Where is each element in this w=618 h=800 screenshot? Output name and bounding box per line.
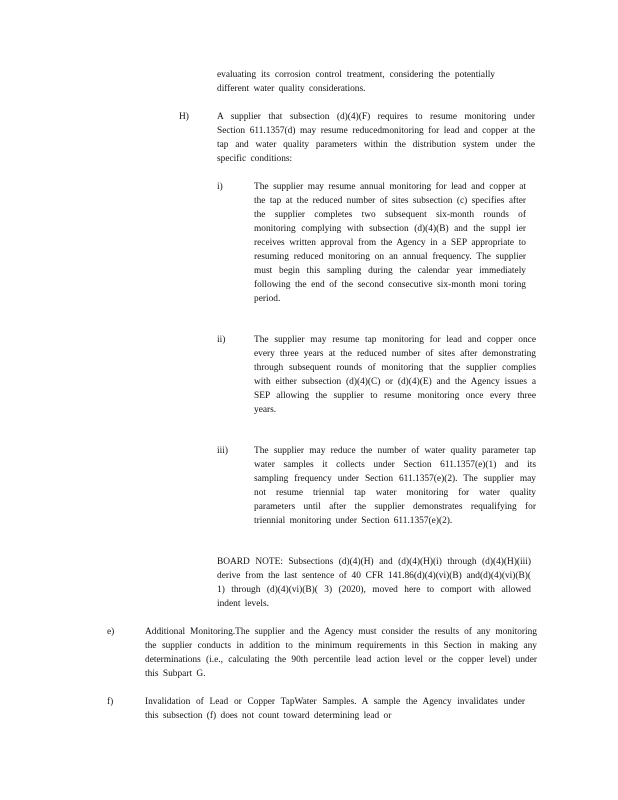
- item-h-paragraph: A supplier that subsection (d)(4)(F) requires to resume monitoring under Section 611.1357(d) may resume reducedmonitoring for lead and copper at the tap and water quality parameters within the distribution system under the specific conditions:: [217, 112, 535, 164]
- item-ii-label: ii): [217, 335, 226, 345]
- item-i-label: i): [217, 182, 223, 192]
- item-f-label: f): [107, 697, 114, 707]
- item-e-label: e): [107, 627, 115, 637]
- item-h-label: H): [179, 112, 189, 122]
- item-iii-paragraph: The supplier may reduce the number of water quality parameter tap water samples it collects under Section 611.1357(e)(1) and its sampling frequency under Section 611.1357(e)(2). The supplier may not resume triennial tap water monitoring for water quality parameters until after the supplier demonstrates requalifying for triennial monitoring under Section 611.1357(e)(2).: [254, 446, 536, 526]
- item-ii-paragraph: The supplier may resume tap monitoring for lead and copper once every three years at the reduced number of sites after demonstrating through subsequent rounds of monitoring that the supplier complies with either subsection (d)(4)(C) or (d)(4)(E) and the Agency issues a SEP allowing the supplier to resume monitoring once every three years.: [254, 335, 536, 415]
- item-f-paragraph: Invalidation of Lead or Copper TapWater Samples. A sample the Agency invalidates under this subsection (f) does not count toward determining lead or: [145, 697, 525, 721]
- intro-paragraph: evaluating its corrosion control treatment, considering the potentially different water quality considerations.: [217, 70, 495, 94]
- item-iii-label: iii): [217, 446, 228, 456]
- board-note: BOARD NOTE: Subsections (d)(4)(H) and (d)(4)(H)(i) through (d)(4)(H)(iii) derive from the last sentence of 40 CFR 141.86(d)(4)(vi)(B) and(d)(4)(vi)(B)( 1) through (d)(4)(vi)(B)( 3) (2020), moved here to comport with allowed indent levels.: [217, 557, 531, 609]
- item-e-paragraph: Additional Monitoring.The supplier and the Agency must consider the results of any monitoring the supplier conducts in addition to the minimum requirements in this Section in making any determinations (i.e., calculating the 90th percentile lead action level or the copper level) under this Subpart G.: [145, 627, 537, 679]
- item-i-paragraph: The supplier may resume annual monitoring for lead and copper at the tap at the reduced number of sites subsection (c) specifies after the supplier completes two subsequent six-month rounds of monitoring complying with subsection (d)(4)(B) and the suppl ier receives written approval from the Agency in a SEP appropriate to resuming reduced monitoring on an annual frequency. The supplier must begin this sampling during the calendar year immediately following the end of the second consecutive six-month moni toring period.: [254, 182, 526, 304]
